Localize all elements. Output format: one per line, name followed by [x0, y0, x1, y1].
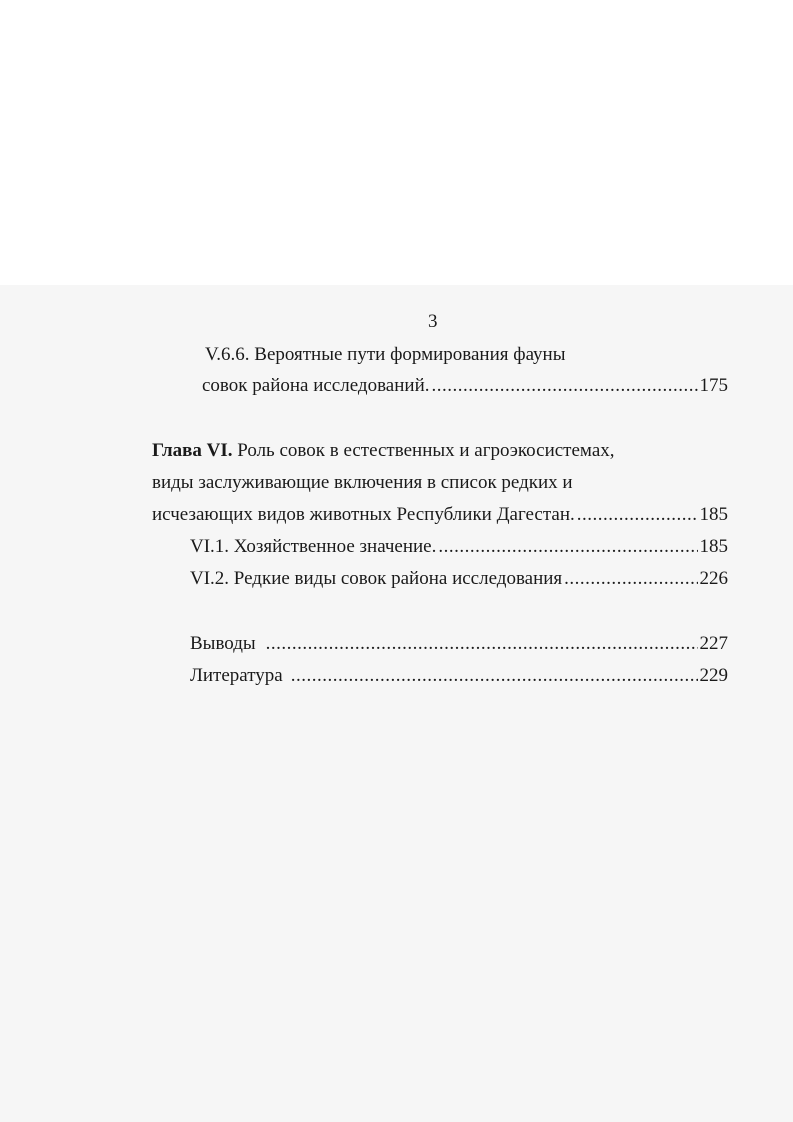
- toc-entry-literature: [190, 665, 728, 687]
- toc-chapter6-text: исчезающих видов животных Республики Дагестан.: [152, 504, 575, 525]
- toc-entry-conclusions-text: Выводы: [190, 633, 256, 654]
- toc-chapter6-line2: виды заслуживающие включения в список редких и: [152, 472, 573, 493]
- dot-leader: [266, 633, 698, 655]
- toc-entry-conclusions: [190, 633, 728, 655]
- toc-page-number: 175: [699, 375, 728, 396]
- chapter-heading: Глава VI.: [152, 440, 233, 461]
- dot-leader: [577, 504, 698, 526]
- toc-entry-v66-line1: V.6.6. Вероятные пути формирования фауны: [205, 344, 566, 365]
- toc-entry-vi2: [190, 568, 728, 590]
- toc-entry-vi1-text: VI.1. Хозяйственное значение.: [190, 536, 437, 557]
- toc-page-number: 227: [699, 633, 728, 654]
- toc-page-number: 226: [699, 568, 728, 589]
- toc-chapter6-line3: [152, 504, 728, 526]
- dot-leader: [564, 568, 697, 590]
- toc-chapter6-line1: [152, 440, 615, 462]
- scan-background: [0, 285, 793, 1122]
- toc-page-number: 185: [699, 536, 728, 557]
- toc-entry-v66-line2: [202, 375, 728, 397]
- chapter-title-start: Роль совок в естественных и агроэкосистемах,: [232, 440, 615, 461]
- toc-entry-literature-text: Литература: [190, 665, 283, 686]
- toc-entry-vi2-text: VI.2. Редкие виды совок района исследования: [190, 568, 563, 589]
- toc-entry-vi1: [190, 536, 728, 558]
- dot-leader: [438, 536, 697, 558]
- dot-leader: [291, 665, 698, 687]
- dot-leader: [431, 375, 697, 397]
- page-number: 3: [428, 311, 438, 332]
- toc-entry-v66-text: совок района исследований.: [202, 375, 430, 396]
- toc-page-number: 185: [699, 504, 728, 525]
- toc-page-number: 229: [699, 665, 728, 686]
